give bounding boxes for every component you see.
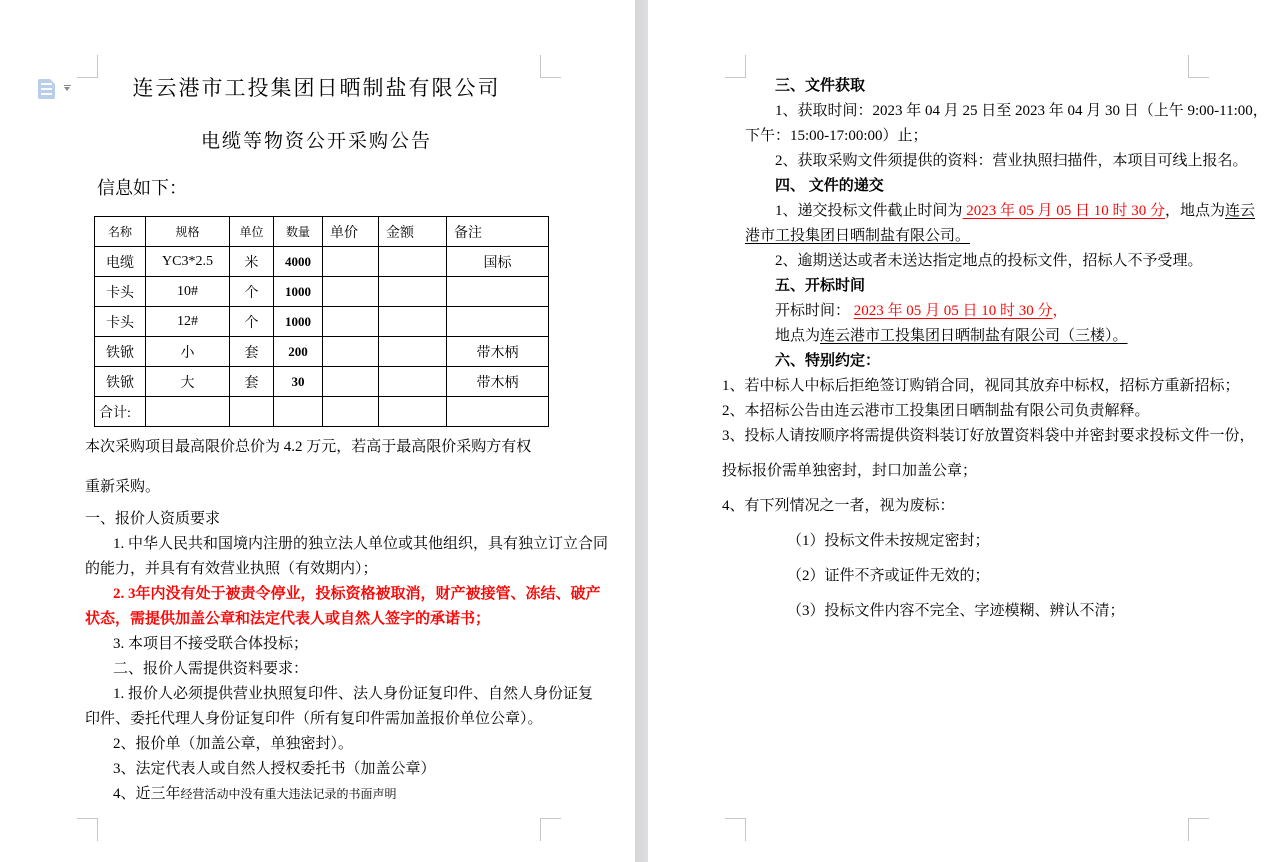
table-cell (447, 277, 549, 307)
table-cell (447, 397, 549, 427)
table-cell (274, 397, 323, 427)
text-segment: ，地点为 (1165, 203, 1226, 219)
text-line (745, 249, 1203, 274)
table-cell: 卡头 (95, 307, 146, 337)
text-line (745, 99, 1268, 124)
text-line (85, 467, 548, 507)
table-cell (323, 277, 379, 307)
table-row (95, 307, 549, 337)
table-cell (379, 277, 447, 307)
text-segment: 五、开标时间 (775, 278, 866, 294)
document-page-2 (648, 0, 1283, 862)
text-line (745, 324, 1188, 349)
text-line (787, 529, 1188, 554)
crop-mark-bottom-right (540, 818, 561, 841)
text-line (85, 682, 594, 707)
table-cell (379, 337, 447, 367)
table-header-cell: 单位 (230, 217, 274, 247)
table-cell (146, 397, 230, 427)
table-cell (379, 247, 447, 277)
page1-content (85, 0, 609, 807)
procurement-items-table (94, 216, 549, 427)
table-cell: 合计: (95, 397, 146, 427)
chevron-down-icon (64, 87, 70, 94)
table-cell: 12# (146, 307, 230, 337)
table-row (95, 277, 549, 307)
table-cell (323, 397, 379, 427)
table-cell: 1000 (274, 307, 323, 337)
table-cell: 铁锨 (95, 337, 146, 367)
text-segment: 本次采购项目最高限价总价为 4.2 万元，若高于最高限价采购方有权 (85, 439, 532, 455)
text-line (745, 74, 1188, 99)
text-segment: 2023 年 05 月 05 日 10 时 30 分 (853, 303, 1053, 319)
text-line (722, 399, 1188, 424)
text-line (85, 582, 601, 607)
text-line (745, 124, 1188, 149)
document-title: 连云港市工投集团日晒制盐有限公司 (132, 76, 501, 100)
text-line (85, 657, 548, 682)
text-line (85, 557, 548, 582)
page1-body (85, 427, 609, 807)
table-header-cell: 名称 (95, 217, 146, 247)
table-cell: 大 (146, 367, 230, 397)
text-segment: 重新采购。 (85, 479, 161, 495)
text-segment: 2、获取采购文件须提供的资料：营业执照扫描件，本项目可线上报名。 (775, 153, 1248, 169)
text-segment: 投标报价需单独密封，封口加盖公章； (722, 463, 978, 479)
text-line (722, 374, 1240, 399)
text-segment: （3）投标文件内容不完全、字迹模糊、辨认不清； (787, 603, 1125, 619)
crop-mark-bottom-left (77, 818, 98, 841)
text-segment: 下午：15:00-17:00:00）止； (745, 128, 928, 144)
text-line (85, 427, 548, 467)
text-line (722, 494, 1188, 519)
text-segment: 三、文件获取 (775, 78, 866, 94)
table-cell: 个 (230, 277, 274, 307)
table-cell: 小 (146, 337, 230, 367)
table-header-cell: 规格 (146, 217, 230, 247)
text-segment: 一、报价人资质要求 (85, 511, 221, 527)
text-segment: 3. 本项目不接受联合体投标； (113, 636, 309, 652)
table-header-cell: 备注 (447, 217, 549, 247)
text-line (85, 732, 548, 757)
text-segment: 的能力，并具有有效营业执照（有效期内）； (85, 561, 378, 577)
text-segment: 开标时间： (775, 303, 854, 319)
text-segment: 4、近三年 (113, 786, 181, 802)
text-segment: 2、逾期送达或者未送达指定地点的投标文件，招标人不予受理。 (775, 253, 1203, 269)
table-row (95, 337, 549, 367)
text-line (85, 507, 548, 532)
text-segment: 3、投标人请按顺序将需提供资料装订好放置资料袋中并密封要求投标文件一份， (722, 428, 1255, 444)
table-cell (447, 307, 549, 337)
table-cell: 卡头 (95, 277, 146, 307)
text-segment: 2、本招标公告由连云港市工投集团日晒制盐有限公司负责解释。 (722, 403, 1150, 419)
table-cell (379, 307, 447, 337)
text-line (85, 632, 548, 657)
table-cell: 米 (230, 247, 274, 277)
text-line (787, 599, 1188, 624)
text-segment: 1、若中标人中标后拒绝签订购销合同，视同其放弃中标权，招标方重新招标； (722, 378, 1240, 394)
crop-mark-bottom-left (725, 818, 746, 841)
text-segment: 2023 年 05 月 05 日 10 时 30 分 (962, 203, 1166, 219)
text-segment: 4、有下列情况之一者，视为废标： (722, 498, 955, 514)
text-line (745, 174, 1188, 199)
text-line (722, 459, 1188, 484)
text-segment: 1、递交投标文件截止时间为 (775, 203, 963, 219)
table-row (95, 397, 549, 427)
text-line (85, 532, 609, 557)
table-cell (379, 367, 447, 397)
text-segment: ， (1052, 303, 1068, 319)
text-line (85, 757, 548, 782)
table-cell: 个 (230, 307, 274, 337)
table-header-cell: 单价 (323, 217, 379, 247)
text-line (745, 349, 1188, 374)
table-cell: 国标 (447, 247, 549, 277)
table-header-cell: 数量 (274, 217, 323, 247)
text-line (745, 149, 1248, 174)
text-segment: 四、 文件的递交 (775, 178, 884, 194)
page-gap (635, 0, 648, 862)
table-cell: 10# (146, 277, 230, 307)
text-line (722, 424, 1255, 449)
document-page-1 (0, 0, 635, 862)
page2-content (722, 0, 1268, 624)
text-segment: 2、报价单（加盖公章，单独密封）。 (113, 736, 354, 752)
table-cell: YC3*2.5 (146, 247, 230, 277)
table-cell: 套 (230, 367, 274, 397)
text-segment: （1）投标文件未按规定密封； (787, 533, 990, 549)
table-cell: 30 (274, 367, 323, 397)
text-line (787, 564, 1188, 589)
text-segment: 港市工投集团日晒制盐有限公司。 (745, 228, 971, 244)
text-segment: 地点为 (775, 328, 821, 344)
text-line (745, 199, 1256, 224)
table-cell (323, 247, 379, 277)
text-segment: 二、报价人需提供资料要求： (113, 661, 309, 677)
text-segment: 连云 (1225, 203, 1256, 219)
text-line (85, 782, 548, 807)
text-segment: 六、特别约定： (775, 353, 881, 369)
table-cell: 200 (274, 337, 323, 367)
text-segment: 经营活动中没有重大违法记录的书面声明 (180, 787, 397, 801)
text-segment: 1、获取时间：2023 年 04 月 25 日至 2023 年 04 月 30 日（上午 9:00-11:00， (775, 103, 1268, 119)
document-subtitle: 电缆等物资公开采购公告 (200, 131, 432, 152)
table-header-row (95, 217, 549, 247)
table-cell: 1000 (274, 277, 323, 307)
table-cell: 套 (230, 337, 274, 367)
table-cell: 电缆 (95, 247, 146, 277)
text-segment: 2. 3年内没有处于被责令停业，投标资格被取消，财产被接管、冻结、破产 (113, 586, 601, 602)
text-line (745, 224, 1188, 249)
text-segment: 3、法定代表人或自然人授权委托书（加盖公章） (113, 761, 436, 777)
table-cell (230, 397, 274, 427)
intro-label: 信息如下： (97, 178, 187, 198)
table-cell (323, 307, 379, 337)
text-segment: 1. 中华人民共和国境内注册的独立法人单位或其他组织，具有独立订立合同 (113, 536, 609, 552)
text-segment: 连云港市工投集团日晒制盐有限公司（三楼）。 (820, 328, 1128, 344)
table-cell (379, 397, 447, 427)
table-cell: 带木柄 (447, 337, 549, 367)
clipboard-paste-icon (38, 79, 55, 99)
text-line (85, 707, 548, 732)
table-row (95, 247, 549, 277)
table-cell (323, 367, 379, 397)
table-row (95, 367, 549, 397)
table-cell: 4000 (274, 247, 323, 277)
crop-mark-top-left (725, 55, 746, 78)
text-line (745, 299, 1188, 324)
text-segment: （2）证件不齐或证件无效的； (787, 568, 990, 584)
table-cell: 带木柄 (447, 367, 549, 397)
text-segment: 1. 报价人必须提供营业执照复印件、法人身份证复印件、自然人身份证复 (113, 686, 594, 702)
text-line (85, 607, 548, 632)
table-header-cell: 金额 (379, 217, 447, 247)
table-cell: 铁锨 (95, 367, 146, 397)
text-line (745, 274, 1188, 299)
table-cell (323, 337, 379, 367)
crop-mark-bottom-right (1188, 818, 1209, 841)
text-segment: 状态，需提供加盖公章和法定代表人或自然人签字的承诺书； (85, 611, 491, 627)
crop-mark-top-right (1188, 55, 1209, 78)
text-segment: 印件、委托代理人身份证复印件（所有复印件需加盖报价单位公章）。 (85, 711, 543, 727)
paste-options-button[interactable] (36, 78, 78, 104)
